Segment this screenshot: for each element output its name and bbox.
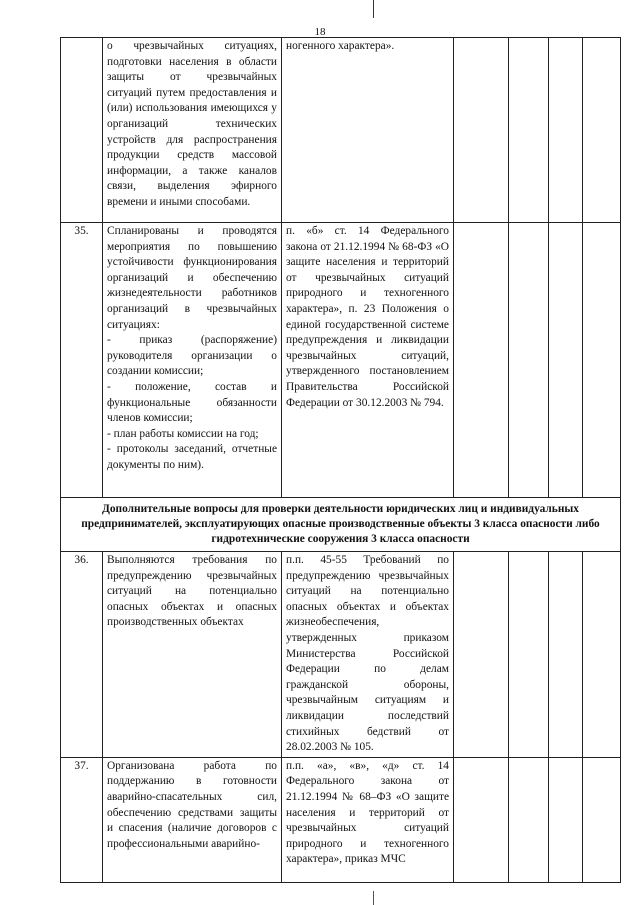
row-number: 36. xyxy=(61,552,103,758)
check-yes-cell xyxy=(454,552,509,758)
scan-artifact-line xyxy=(373,891,374,905)
row-number xyxy=(61,38,103,223)
check-no-cell xyxy=(509,38,549,223)
note-cell xyxy=(583,757,621,882)
check-yes-cell xyxy=(454,38,509,223)
row-number: 37. xyxy=(61,757,103,882)
check-na-cell xyxy=(549,552,583,758)
requirement-cell xyxy=(103,223,282,498)
reference-cell: п. «б» ст. 14 Федерального закона от 21.12.1994 № 68-ФЗ «О защите населения и территорий от чрезвычайных ситуаций природного и техногенного характера», п. 23 Положения о единой государственной системе предупреждения и ликвидации чрезвычайных ситуаций, утвержденного постановлением Правительства Российской Федерации от 30.12.2003 № 794. xyxy=(282,223,454,498)
requirement-cell: о чрезвычайных ситуациях, подготовки населения в области защиты от чрезвычайных ситуаций путем предоставления и (или) использования имеющихся у организаций технических устройств для распространения продукции средств массовой информации, а также каналов связи, выделения эфирного времени и иными способами. xyxy=(103,38,282,223)
scan-artifact-line xyxy=(373,0,374,18)
requirement-item: - протоколы заседаний, отчетные документы по ним). xyxy=(107,443,277,471)
reference-cell: п.п. 45-55 Требований по предупреждению чрезвычайных ситуаций на потенциально опасных объектах и объектах жизнеобеспечения, утвержденных приказом Министерства Российской Федерации по делам гражданской обороны, чрезвычайным ситуациям и ликвидации последствий стихийных бедствий от 28.02.2003 № 105. xyxy=(282,552,454,758)
requirement-text: Спланированы и проводятся мероприятия по повышению устойчивости функционирования организаций и обеспечению жизнедеятельности работников организаций в чрезвычайных ситуациях: xyxy=(107,225,277,331)
reference-cell: п.п. «а», «в», «д» ст. 14 Федерального закона от 21.12.1994 № 68–ФЗ «О защите населения и территорий от чрезвычайных ситуаций природного и техногенного характера», приказ МЧС xyxy=(282,757,454,882)
check-no-cell xyxy=(509,223,549,498)
table-row xyxy=(61,223,621,498)
section-header-row xyxy=(61,498,621,552)
note-cell xyxy=(583,38,621,223)
checklist-table xyxy=(60,37,621,883)
requirement-item: - план работы комиссии на год; xyxy=(107,427,259,440)
requirement-item: - приказ (распоряжение) руководителя организации о создании комиссии; xyxy=(107,334,277,378)
table-row xyxy=(61,757,621,882)
table-row xyxy=(61,552,621,758)
note-cell xyxy=(583,223,621,498)
requirement-item: - положение, состав и функциональные обязанности членов комиссии; xyxy=(107,380,277,425)
requirement-cell: Организована работа по поддержанию в готовности аварийно-спасательных сил, обеспечению средствами защиты и спасения (наличие договоров с профессиональными аварийно- xyxy=(103,757,282,882)
requirement-cell: Выполняются требования по предупреждению чрезвычайных ситуаций на потенциально опасных объектах и опасных производственных объектах xyxy=(103,552,282,758)
check-yes-cell xyxy=(454,757,509,882)
check-yes-cell xyxy=(454,223,509,498)
table-row xyxy=(61,38,621,223)
check-na-cell xyxy=(549,223,583,498)
row-number: 35. xyxy=(61,223,103,498)
check-na-cell xyxy=(549,757,583,882)
section-header: Дополнительные вопросы для проверки деятельности юридических лиц и индивидуальных предпринимателей, эксплуатирующих опасные производственные объекты 3 класса опасности либо гидротехнические сооружения 3 класса опасности xyxy=(61,498,621,552)
note-cell xyxy=(583,552,621,758)
check-no-cell xyxy=(509,552,549,758)
reference-cell: ногенного характера». xyxy=(282,38,454,223)
page-number: 18 xyxy=(314,26,326,38)
check-na-cell xyxy=(549,38,583,223)
check-no-cell xyxy=(509,757,549,882)
